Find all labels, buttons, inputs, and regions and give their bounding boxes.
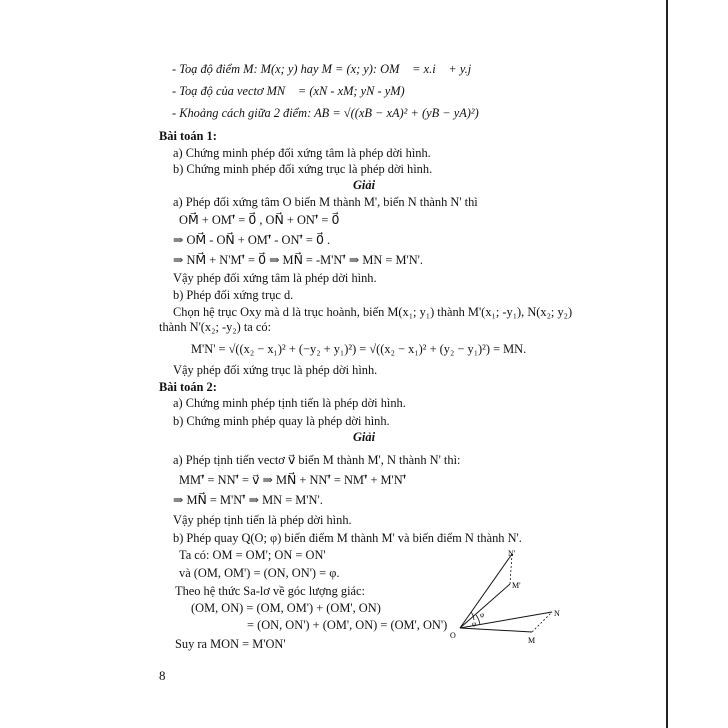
segment-om-prime [460,584,510,628]
solution-heading: Giải [352,178,376,192]
text-line: Theo hệ thức Sa-lơ về góc lượng giác: [175,584,365,598]
problem-heading: Bài toán 2: [159,380,217,394]
math-line: = (ON, ON') + (OM', ON) = (OM', ON') [247,618,448,632]
text-line: b) Chứng minh phép đối xứng trục là phép dời hình. [173,162,433,176]
text-line: - Toạ độ của vectơ MN⃗ = (xN - xM; yN - yM) [172,84,405,98]
label-phi-1: φ [480,611,485,619]
text-line: Vậy phép tịnh tiến là phép dời hình. [173,513,352,527]
page-number: 8 [159,668,166,683]
math-line: ⇒ NM⃗ + N'M'⃗ = 0⃗ ⇒ MN⃗ = -M'N'⃗ ⇒ MN = M'N'. [173,253,424,267]
rotation-figure [440,546,570,646]
label-phi-2: φ [472,620,477,628]
math-line: M'N' = √((x₂ − x₁)² + (−y₂ + y₁)²) = √((x₂ − x₁)² + (y₂ − y₁)²) = MN. [191,342,527,356]
text-line: - Khoảng cách giữa 2 điểm: AB = √((xB − xA)² + (yB − yA)²) [172,106,479,120]
text-line: thành N'(x₂; -y₂) ta có: [159,320,272,334]
math-line: ⇒ OM⃗ - ON⃗ + OM'⃗ - ON'⃗ = 0⃗ . [173,233,331,247]
text-line: Vậy phép đối xứng trục là phép dời hình. [173,363,378,377]
text-line: b) Chứng minh phép quay là phép dời hình. [173,414,390,428]
problem-heading: Bài toán 1: [159,129,217,143]
text-line: Chọn hệ trục Oxy mà d là trục hoành, biến M(x₁; y₁) thành M'(x₁; -y₁), N(x₂; y₂) [173,305,573,319]
math-line: ⇒ MN⃗ = M'N'⃗ ⇒ MN = M'N'. [173,493,323,507]
text-line: a) Chứng minh phép tịnh tiến là phép dời hình. [173,396,406,410]
solution-heading: Giải [352,430,376,444]
angle-arc-2 [471,612,474,620]
math-line: Suy ra MON = M'ON' [175,637,286,651]
label-m: M [528,636,536,645]
text-line: a) Phép đối xứng tâm O biến M thành M', biến N thành N' thì [173,195,478,209]
label-m-prime: M' [512,581,521,590]
segment-m-prime-n-prime [510,554,512,584]
math-line: (OM, ON) = (OM, OM') + (OM', ON) [191,601,381,615]
page-edge-line [666,0,668,728]
label-n-prime: N' [508,549,516,558]
segment-on-prime [460,554,512,628]
text-line: b) Phép đối xứng trục d. [173,288,294,302]
math-line: OM⃗ + OM'⃗ = 0⃗ , ON⃗ + ON'⃗ = 0⃗ [179,213,340,227]
text-line: và (OM, OM') = (ON, ON') = φ. [179,566,340,580]
text-line: a) Phép tịnh tiến vectơ v⃗ biến M thành M', N thành N' thì: [173,453,461,467]
text-line: - Toạ độ điểm M: M(x; y) hay M = (x; y): OM⃗ = x.i⃗ + y.j⃗ [172,62,481,76]
text-line: Vậy phép đối xứng tâm là phép dời hình. [173,271,377,285]
text-line: a) Chứng minh phép đối xứng tâm là phép dời hình. [173,146,431,160]
label-o: O [450,631,456,640]
segment-om [460,628,532,632]
math-line: MM'⃗ = NN'⃗ = v⃗ ⇒ MN⃗ + NN'⃗ = NM'⃗ + M'N'⃗ [179,473,407,487]
label-n: N [554,609,560,618]
text-line: Ta có: OM = OM'; ON = ON' [179,548,326,562]
text-line: b) Phép quay Q(O; φ) biến điểm M thành M' và biến điểm N thành N'. [173,531,522,545]
